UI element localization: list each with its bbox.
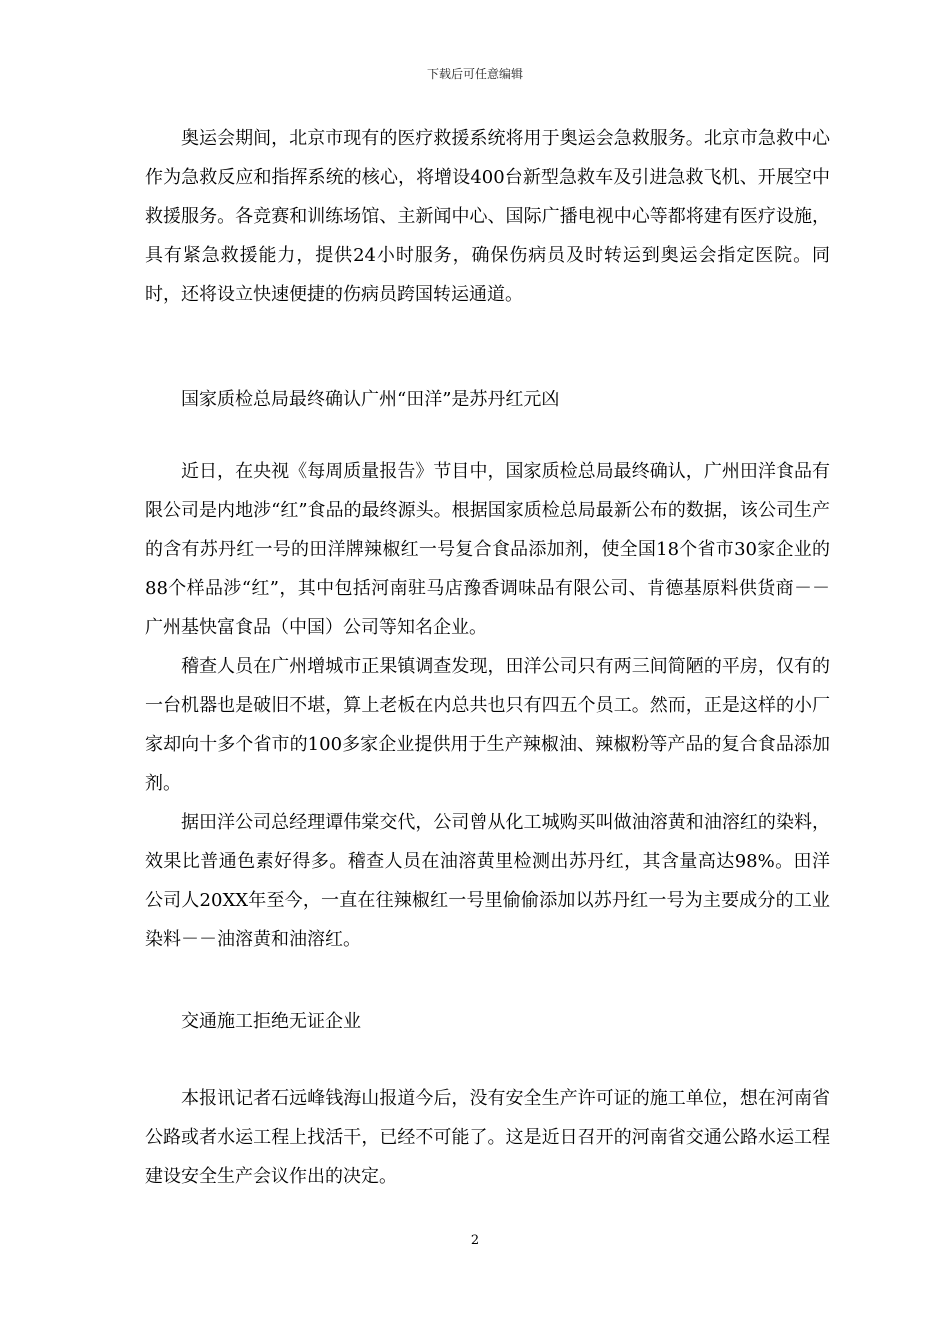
paragraph: 本报讯记者石远峰钱海山报道今后，没有安全生产许可证的施工单位，想在河南省公路或者水运工程上找活干，已经不可能了。这是近日召开的河南省交通公路水运工程建设安全生产会议作出的决定。 [145, 1088, 830, 1187]
section-traffic-construction [145, 1002, 830, 1196]
spacer [145, 1041, 830, 1079]
spacer [145, 419, 830, 452]
section-olympic-medical [145, 119, 830, 314]
section-sudan-red [145, 380, 830, 959]
paragraph: 稽查人员在广州增城市正果镇调查发现，田洋公司只有两三间简陋的平房，仅有的一台机器也是破旧不堪，算上老板在内总共也只有四五个员工。然而，正是这样的小厂家却向十多个省市的100多家企业提供用于生产辣椒油、辣椒粉等产品的复合食品添加剂。 [145, 656, 830, 794]
article-heading: 交通施工拒绝无证企业 [181, 1011, 361, 1032]
page-header-note: 下载后可任意编辑 [426, 67, 523, 81]
article-heading: 国家质检总局最终确认广州“田洋”是苏丹红元凶 [181, 389, 560, 410]
page-number: 2 [470, 1233, 480, 1248]
paragraph: 近日，在央视《每周质量报告》节目中，国家质检总局最终确认，广州田洋食品有限公司是内地涉“红”食品的最终源头。根据国家质检总局最新公布的数据，该公司生产的含有苏丹红一号的田洋牌辣椒红一号复合食品添加剂，使全国18个省市30家企业的88个样品涉“红”，其中包括河南驻马店豫香调味品有限公司、肯德基原料供货商－－广州基快富食品（中国）公司等知名企业。 [145, 461, 830, 638]
paragraph: 奥运会期间，北京市现有的医疗救援系统将用于奥运会急救服务。北京市急救中心作为急救反应和指挥系统的核心，将增设400台新型急救车及引进急救飞机、开展空中救援服务。各竞赛和训练场馆、主新闻中心、国际广播电视中心等都将建有医疗设施，具有紧急救援能力，提供24小时服务，确保伤病员及时转运到奥运会指定医院。同时，还将设立快速便捷的伤病员跨国转运通道。 [145, 128, 830, 305]
paragraph: 据田洋公司总经理谭伟棠交代，公司曾从化工城购买叫做油溶黄和油溶红的染料，效果比普通色素好得多。稽查人员在油溶黄里检测出苏丹红，其含量高达98%。田洋公司人20XX年至今，一直在往辣椒红一号里偷偷添加以苏丹红一号为主要成分的工业染料－－油溶黄和油溶红。 [145, 812, 830, 950]
